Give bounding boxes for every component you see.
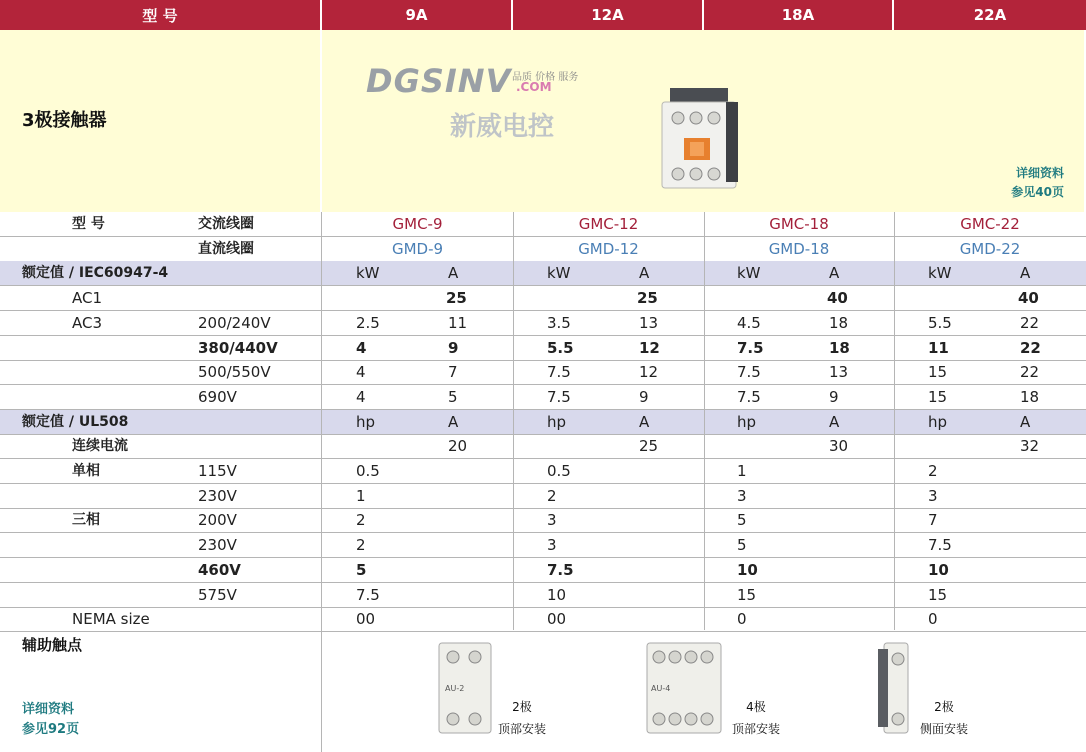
ac1-value: 40 — [1018, 289, 1039, 308]
watermark-tagline: 品质 价格 服务 — [512, 72, 579, 83]
continuous-value: 20 — [448, 437, 468, 456]
model-ac-cell: GMC-22 — [960, 215, 1020, 233]
model-dc-cell: GMD-18 — [768, 239, 830, 258]
ul-hp: 7 — [928, 511, 938, 530]
ul-voltage: 575V — [198, 585, 237, 604]
ul-voltage: 200V — [198, 511, 237, 530]
nema-label: NEMA size — [72, 610, 150, 629]
ac3-row — [0, 360, 1086, 385]
ul-voltage: 230V — [198, 536, 237, 555]
svg-text:AU-2: AU-2 — [445, 684, 465, 693]
model-dc-cell: GMD-12 — [578, 239, 639, 258]
ac3-kw: 4 — [356, 363, 366, 382]
ac3-kw: 4.5 — [737, 313, 761, 332]
ac3-amp: 22 — [1020, 338, 1041, 357]
ul-row — [0, 484, 1086, 509]
ac3-kw: 7.5 — [547, 363, 571, 382]
ul-hp: 15 — [928, 585, 948, 604]
ac3-kw: 7.5 — [547, 387, 571, 406]
ul-hp: 2 — [356, 511, 366, 530]
ac3-voltage: 200/240V — [198, 313, 271, 332]
ac3-kw: 11 — [928, 338, 949, 357]
unit-a: A — [1020, 412, 1031, 431]
ac3-amp: 13 — [639, 313, 659, 332]
unit-a: A — [448, 412, 459, 431]
continuous-value: 25 — [639, 437, 659, 456]
ac3-amp: 11 — [448, 313, 468, 332]
ac3-kw: 5.5 — [928, 313, 952, 332]
phase-label: 三相 — [72, 512, 100, 529]
ac3-kw: 5.5 — [547, 338, 574, 357]
ul-row — [0, 508, 1086, 533]
ac3-amp: 9 — [639, 387, 649, 406]
header-rating-18a: 18A — [704, 0, 894, 30]
unit-kw: kW — [928, 264, 952, 283]
model-dc-cell: GMD-9 — [391, 239, 444, 258]
ac-coil-label: 交流线圈 — [198, 216, 254, 232]
unit-kw: kW — [547, 264, 571, 283]
ul-hp: 10 — [737, 560, 758, 579]
contactor-image — [656, 84, 742, 192]
continuous-label: 连续电流 — [72, 438, 128, 455]
ac3-amp: 18 — [829, 338, 850, 357]
watermark-brand: DGSINV — [366, 62, 512, 100]
watermark-chinese: 新威电控 — [450, 112, 555, 142]
ul-hp: 2 — [547, 486, 557, 505]
unit-hp: hp — [547, 412, 567, 431]
ac3-kw: 15 — [928, 387, 948, 406]
aux-item-2-caption: 4极 顶部安装 — [731, 700, 780, 736]
aux-item-1-caption: 2极 顶部安装 — [497, 700, 546, 736]
model-ac-cell: GMC-18 — [769, 215, 829, 233]
unit-kw: kW — [737, 264, 761, 283]
ac1-row — [0, 286, 1086, 311]
ul-hp: 15 — [737, 585, 757, 604]
nema-value: 0 — [737, 610, 747, 629]
aux-item-3-caption: 2极 侧面安装 — [919, 700, 968, 736]
unit-kw: kW — [356, 264, 380, 283]
ac3-kw: 7.5 — [737, 387, 761, 406]
ul-hp: 3 — [547, 536, 557, 555]
ul-row — [0, 459, 1086, 484]
unit-a: A — [639, 264, 650, 283]
ul-hp: 3 — [737, 486, 747, 505]
ul-row — [0, 533, 1086, 558]
continuous-row — [0, 434, 1086, 459]
unit-hp: hp — [737, 412, 757, 431]
model-ac-cell: GMC-12 — [578, 215, 639, 233]
watermark-logo — [346, 60, 596, 148]
aux-reference: 详细资料 参见92页 — [22, 702, 80, 737]
ac3-amp: 18 — [829, 313, 849, 332]
ul-hp: 7.5 — [547, 560, 574, 579]
ul-hp: 0.5 — [547, 462, 571, 480]
ac3-kw: 4 — [356, 338, 367, 357]
intro-reference: 详细资料 参见40页 — [1011, 166, 1064, 199]
model-row-ac — [0, 212, 1086, 237]
unit-hp: hp — [356, 412, 376, 431]
phase-label: 单相 — [72, 463, 100, 479]
ul-hp: 3 — [928, 486, 938, 505]
ac3-amp: 12 — [639, 338, 660, 357]
ul-row — [0, 583, 1086, 608]
ul-voltage: 460V — [198, 560, 241, 579]
ac3-amp: 12 — [639, 363, 659, 382]
continuous-value: 30 — [829, 437, 849, 456]
unit-hp: hp — [928, 412, 948, 431]
ul-hp: 0.5 — [356, 462, 380, 480]
ul-hp: 2 — [928, 462, 938, 480]
model-ac-cell: GMC-9 — [392, 215, 443, 233]
watermark-domain: .COM — [516, 80, 552, 94]
aux-au2-image — [437, 641, 493, 735]
ul-hp: 10 — [928, 560, 949, 579]
ul-voltage: 230V — [198, 486, 237, 505]
aux-contacts-title: 辅助触点 — [22, 636, 83, 654]
ul-hp: 7.5 — [356, 585, 380, 604]
unit-a: A — [1020, 264, 1031, 283]
aux-au4-image — [645, 641, 723, 735]
unit-a: A — [639, 412, 650, 431]
ul-hp: 2 — [356, 536, 366, 555]
svg-text:AU-4: AU-4 — [651, 684, 671, 693]
ac1-value: 40 — [827, 289, 848, 308]
ac3-amp: 9 — [829, 387, 839, 406]
iec-title: 额定值 / IEC60947-4 — [22, 265, 169, 282]
ac3-kw: 2.5 — [356, 313, 380, 332]
ul-row — [0, 558, 1086, 583]
ac3-row — [0, 336, 1086, 361]
ul-header-row — [0, 410, 1086, 435]
nema-value: 00 — [547, 610, 567, 629]
ac3-kw: 7.5 — [737, 338, 764, 357]
ul-hp: 5 — [737, 536, 747, 555]
ac3-amp: 18 — [1020, 387, 1040, 406]
unit-a: A — [829, 412, 840, 431]
ac3-row — [0, 385, 1086, 410]
ac3-kw: 7.5 — [737, 363, 761, 382]
header-rating-12a: 12A — [513, 0, 704, 30]
ac3-label: AC3 — [72, 313, 103, 332]
ul-hp: 5 — [737, 511, 747, 530]
ac3-amp: 7 — [448, 363, 458, 382]
models-label: 型 号 — [72, 216, 105, 232]
ul-hp: 3 — [547, 511, 557, 530]
model-dc-cell: GMD-22 — [959, 239, 1021, 258]
ac1-value: 25 — [446, 289, 467, 308]
nema-value: 00 — [356, 610, 376, 629]
ul-hp: 5 — [356, 560, 367, 579]
header-model-label: 型 号 — [0, 0, 322, 30]
ac1-label: AC1 — [72, 289, 103, 308]
model-row-dc — [0, 237, 1086, 262]
nema-value: 0 — [928, 610, 938, 629]
ac3-kw: 3.5 — [547, 313, 571, 332]
unit-a: A — [829, 264, 840, 283]
ul-voltage: 115V — [198, 462, 237, 480]
ul-hp: 10 — [547, 585, 567, 604]
header-rating-22a: 22A — [894, 0, 1086, 30]
ac3-amp: 5 — [448, 387, 458, 406]
contactor-title: 3极接触器 — [22, 110, 107, 131]
continuous-value: 32 — [1020, 437, 1040, 456]
iec-header-row — [0, 261, 1086, 286]
ul-hp: 1 — [737, 462, 747, 480]
ac3-kw: 15 — [928, 363, 948, 382]
ac3-amp: 13 — [829, 363, 849, 382]
nema-row — [0, 607, 1086, 632]
header-rating-9a: 9A — [322, 0, 513, 30]
unit-a: A — [448, 264, 459, 283]
ac1-value: 25 — [637, 289, 658, 308]
ac3-kw: 4 — [356, 387, 366, 406]
ac3-amp: 22 — [1020, 363, 1040, 382]
ac3-voltage: 380/440V — [198, 338, 278, 357]
ac3-amp: 22 — [1020, 313, 1040, 332]
ac3-row — [0, 311, 1086, 336]
ac3-voltage: 690V — [198, 387, 237, 406]
ul-hp: 1 — [356, 486, 366, 505]
ul-title: 额定值 / UL508 — [22, 413, 129, 430]
ac3-voltage: 500/550V — [198, 363, 271, 382]
dc-coil-label: 直流线圈 — [198, 240, 254, 257]
ul-hp: 7.5 — [928, 536, 952, 555]
ac3-amp: 9 — [448, 338, 459, 357]
